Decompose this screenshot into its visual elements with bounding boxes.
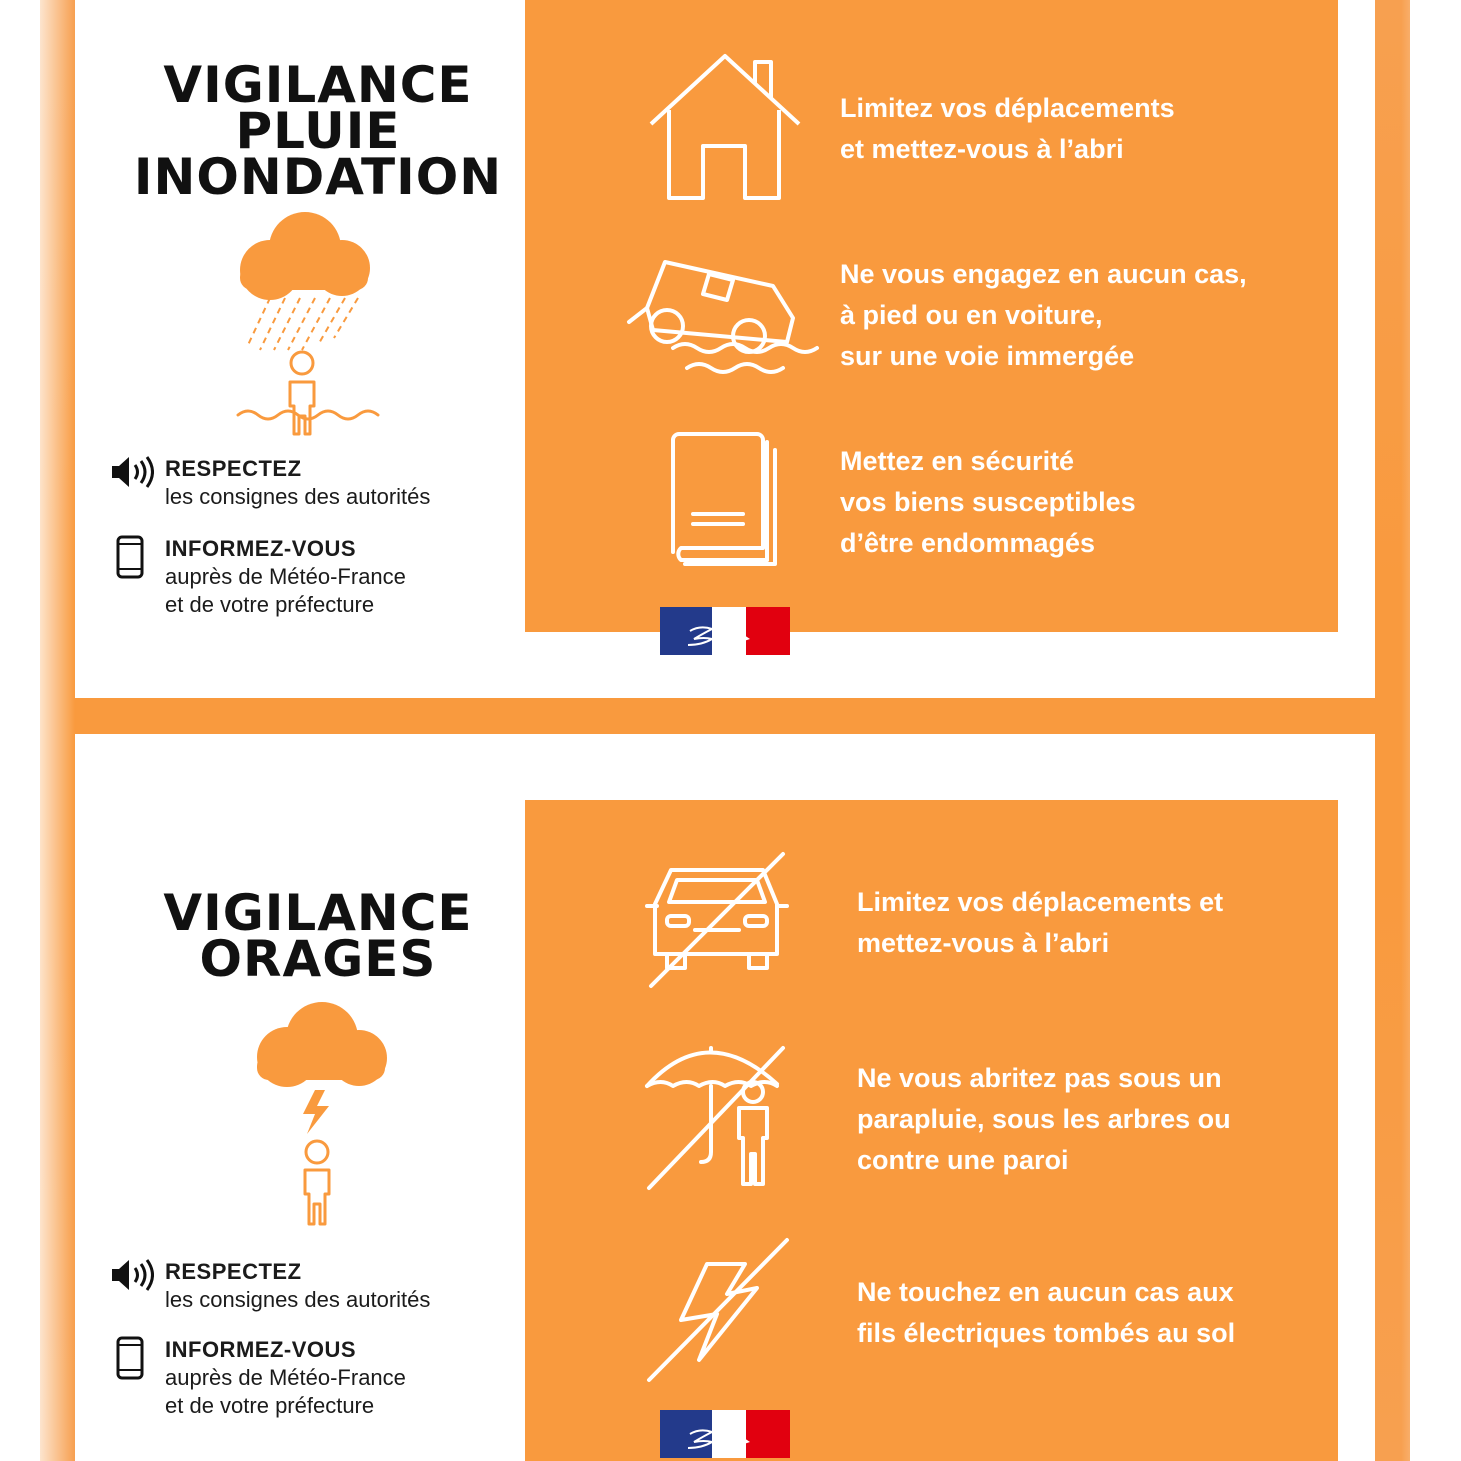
info-heading: INFORMEZ-VOUS: [165, 1337, 357, 1362]
info-line: et de votre préfecture: [165, 592, 375, 617]
phone-icon: [116, 1336, 146, 1380]
action-line: contre une paroi: [857, 1145, 1069, 1175]
republique-francaise-flag-logo: [660, 1410, 790, 1458]
book-icon: [667, 432, 783, 566]
title-line: INONDATION: [133, 148, 503, 206]
panel-title: [105, 884, 531, 988]
vigilance-pluie-inondation-panel: [75, 0, 1375, 698]
informez-text: [165, 1336, 495, 1420]
action-line: sur une voie immergée: [840, 341, 1135, 371]
informez-text: [165, 535, 495, 619]
action-line: Limitez vos déplacements et: [857, 887, 1224, 917]
speaker-icon: [110, 1258, 154, 1292]
title-line: PLUIE: [235, 102, 401, 160]
notch-arrow: [525, 50, 595, 210]
action-text: [857, 1272, 1235, 1354]
car-in-water-icon: [623, 252, 825, 382]
action-line: Ne touchez en aucun cas aux: [857, 1277, 1234, 1307]
info-line: les consignes des autorités: [165, 484, 431, 509]
info-line: les consignes des autorités: [165, 1287, 431, 1312]
storm-cloud-person-icon: [247, 1002, 397, 1232]
title-line: ORAGES: [199, 930, 437, 988]
action-line: Ne vous abritez pas sous un: [857, 1063, 1222, 1093]
action-text: [857, 1058, 1231, 1181]
action-text: [840, 254, 1247, 377]
action-line: à pied ou en voiture,: [840, 300, 1103, 330]
action-line: parapluie, sous les arbres ou: [857, 1104, 1231, 1134]
title-line: VIGILANCE: [163, 56, 473, 114]
action-text: [840, 88, 1175, 170]
action-text: [857, 882, 1223, 964]
speaker-icon: [110, 455, 154, 489]
no-car-icon: [641, 850, 791, 990]
info-heading: RESPECTEZ: [165, 456, 302, 481]
no-umbrella-icon: [641, 1042, 791, 1192]
left-fade: [0, 0, 75, 1461]
respectez-text: [165, 1258, 495, 1314]
info-heading: INFORMEZ-VOUS: [165, 536, 357, 561]
respectez-text: [165, 455, 495, 511]
action-line: Limitez vos déplacements: [840, 93, 1175, 123]
notch-arrow: [525, 856, 595, 1016]
action-line: Ne vous engagez en aucun cas,: [840, 259, 1247, 289]
info-heading: RESPECTEZ: [165, 1259, 302, 1284]
right-fade: [1401, 0, 1461, 1461]
panel-title: [105, 56, 531, 206]
republique-francaise-flag-logo: [660, 607, 790, 655]
title-line: VIGILANCE: [163, 884, 473, 942]
house-icon: [647, 50, 805, 202]
info-line: auprès de Météo-France: [165, 1365, 406, 1390]
vigilance-orages-panel: [75, 734, 1375, 1461]
no-lightning-icon: [641, 1234, 793, 1386]
phone-icon: [116, 535, 146, 579]
action-line: fils électriques tombés au sol: [857, 1318, 1236, 1348]
action-line: et mettez-vous à l’abri: [840, 134, 1124, 164]
info-line: auprès de Météo-France: [165, 564, 406, 589]
action-line: mettez-vous à l’abri: [857, 928, 1110, 958]
rain-cloud-flooded-person-icon: [230, 210, 380, 442]
action-line: Mettez en sécurité: [840, 446, 1075, 476]
action-line: vos biens susceptibles: [840, 487, 1136, 517]
action-line: d’être endommagés: [840, 528, 1096, 558]
info-line: et de votre préfecture: [165, 1393, 375, 1418]
action-text: [840, 441, 1136, 564]
